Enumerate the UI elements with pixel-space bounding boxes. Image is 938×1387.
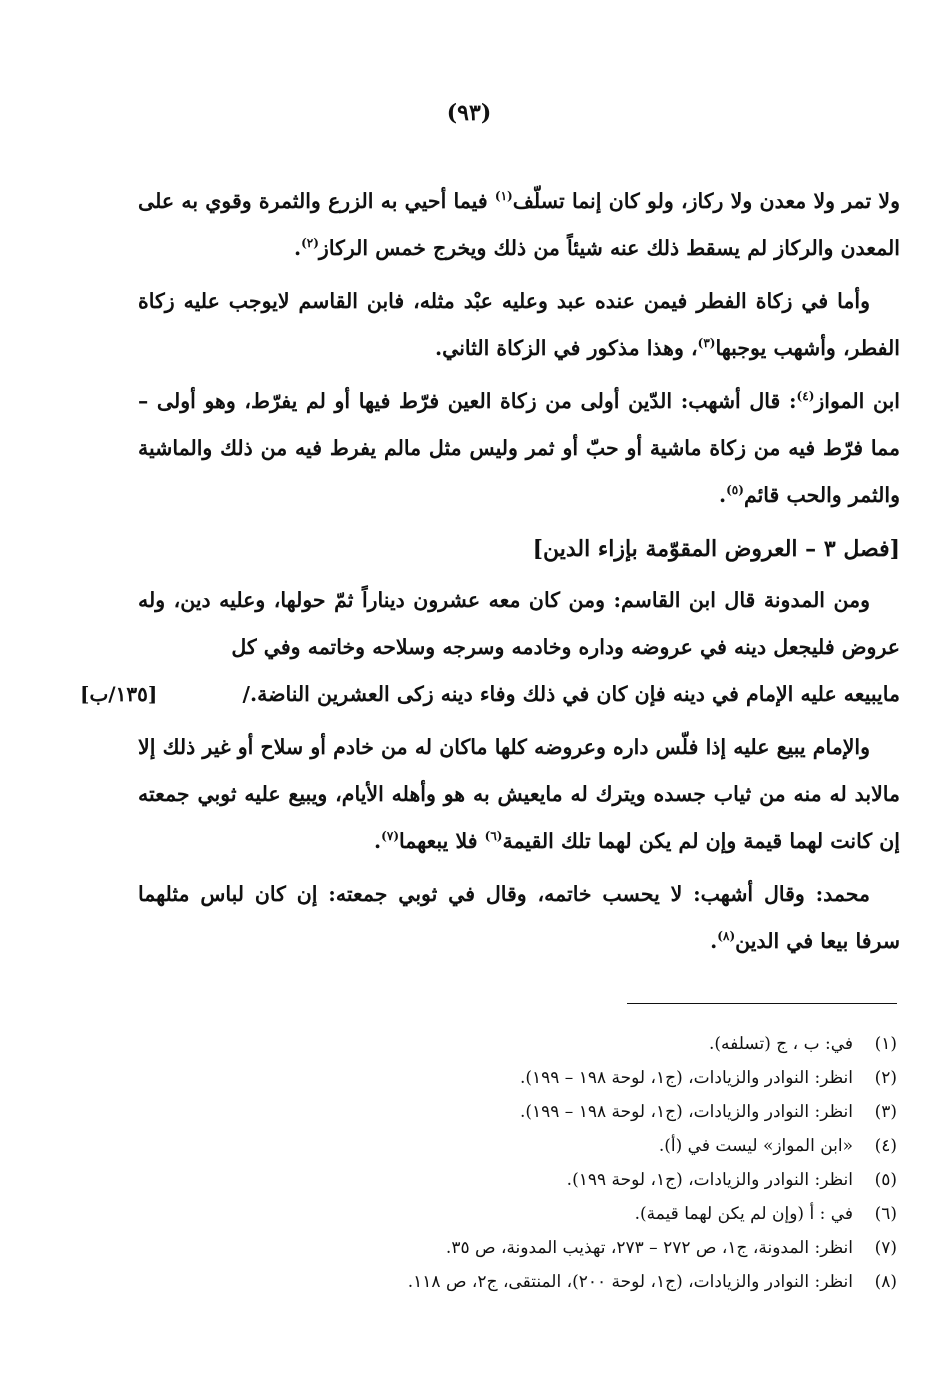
- footnote-text: في: ب ، ج (تسلفه).: [708, 1034, 853, 1054]
- footnote-ref: (٤): [796, 389, 815, 404]
- footnote-ref: (٥): [726, 483, 744, 498]
- footnote-item: [220, 1027, 897, 1061]
- footnote-text: انظر: النوادر والزيادات، (ج١، لوحة ١٩٨ – ١٩٩).: [519, 1068, 853, 1088]
- paragraph-text: ، وهذا مذكور في الزكاة الثاني.: [434, 336, 698, 360]
- footnote-number: (٥): [874, 1170, 897, 1190]
- footnote-number: (٣): [874, 1102, 897, 1122]
- paragraph-text: : قال أشهب: الدّين أولى من زكاة العين فرّط فيها أو لم يفرّط، وهو أولى – مما فرّط فيه من زكاة ماشية أو حبّ أو ثمر وليس مثل مالم يفرط فيه من ذلك والماشية والثمر والحب قائم: [138, 389, 900, 507]
- footnote-text: انظر: النوادر والزيادات، (ج١، لوحة ٢٠٠)، المنتقى، ج٢، ص ١١٨.: [407, 1272, 853, 1292]
- footnotes: [220, 1027, 897, 1299]
- footnote-ref: (١): [494, 189, 513, 204]
- paragraph-text: .: [293, 236, 302, 260]
- footnote-item: [220, 1061, 897, 1095]
- folio-marker: [١٣٥/ب]: [80, 682, 158, 706]
- paragraph-4: [138, 577, 900, 671]
- footnote-item: [220, 1231, 897, 1265]
- section-heading: [فصل ٣ – العروض المقوّمة بإزاء الدين]: [532, 536, 900, 562]
- footnote-number: (٢): [874, 1068, 897, 1088]
- paragraph-text: ابن المواز: [814, 389, 900, 413]
- footnote-ref: (٨): [717, 929, 736, 944]
- paragraph-text: .: [374, 829, 382, 853]
- paragraph-text: ولا تمر ولا معدن ولا ركاز، ولو كان إنما تسلّف: [512, 189, 900, 213]
- footnote-number: (٨): [874, 1272, 897, 1292]
- footnote-ref: (٢): [301, 236, 319, 251]
- footnote-text: انظر: النوادر والزيادات، (ج١، لوحة ١٩٨ – ١٩٩).: [519, 1102, 853, 1122]
- footnote-ref: (٦): [484, 829, 503, 844]
- footnote-item: [220, 1197, 897, 1231]
- paragraph-text: ومن المدونة قال ابن القاسم: ومن كان معه عشرون ديناراً ثمّ حولها، وعليه دين، وله عروض فليجعل دينه في عروضه وداره وخادمه وسرجه وسلاحه وخاتمه وفي كل: [138, 588, 900, 659]
- paragraph-6: [138, 871, 900, 965]
- paragraph-text: .: [718, 483, 727, 507]
- footnote-number: (٤): [874, 1136, 897, 1156]
- folio-line: [80, 671, 900, 718]
- footnote-item: [220, 1095, 897, 1129]
- paragraph-text: والإمام يبيع عليه إذا فلّس داره وعروضه كلها ماكان له من خادم أو سلاح أو غير ذلك إلا مالابد له منه من ثياب جسده ويترك له مايعيش به هو وأهله الأيام، ويبيع عليه ثوبي جمعته إن كانت لهما قيمة وإن لم يكن لهما تلك القيمة: [138, 735, 900, 853]
- paragraph-text: وأما في زكاة الفطر فيمن عنده عبد وعليه عبْد مثله، فابن القاسم لايوجب عليه زكاة الفطر، وأشهب يوجبها: [138, 289, 900, 360]
- footnote-number: (٧): [874, 1238, 897, 1258]
- paragraph-1: [138, 178, 900, 272]
- paragraph-text: فلا يبعهما: [399, 829, 485, 853]
- footnote-ref: (٧): [381, 829, 399, 844]
- page-number: (٩٣): [446, 100, 492, 126]
- footnote-text: «ابن المواز» ليست في (أ).: [658, 1136, 853, 1156]
- main-text: [80, 178, 900, 971]
- paragraph-text: فيما أحيي به الزرع والثمرة وقوي به على المعدن والركاز لم يسقط ذلك عنه شيئاً من ذلك ويخرج خمس الركاز: [138, 189, 900, 260]
- paragraph-2: [138, 278, 900, 372]
- footnote-text: في : أ (وإن لم يكن لهما قيمة).: [634, 1204, 853, 1224]
- footnote-number: (٦): [874, 1204, 897, 1224]
- footnote-item: [220, 1163, 897, 1197]
- footnote-divider: [627, 1003, 897, 1004]
- footnote-text: انظر: المدونة، ج١، ص ٢٧٢ – ٢٧٣، تهذيب المدونة، ص ٣٥.: [445, 1238, 853, 1258]
- paragraph-text: مايبيعه عليه الإمام في دينه فإن كان في ذلك وفاء دينه زكى العشرين الناضة./: [242, 682, 900, 706]
- footnote-text: انظر: النوادر والزيادات، (ج١، لوحة ١٩٩).: [566, 1170, 853, 1190]
- paragraph-5: [138, 724, 900, 865]
- footnote-ref: (٣): [697, 336, 716, 351]
- paragraph-text: محمد: وقال أشهب: لا يحسب خاتمه، وقال في ثوبي جمعته: إن كان لباس مثلهما سرفا بيعا في الدين: [138, 882, 900, 953]
- footnote-item: [220, 1265, 897, 1299]
- paragraph-3: [138, 378, 900, 519]
- footnote-item: [220, 1129, 897, 1163]
- footnote-number: (١): [874, 1034, 897, 1054]
- paragraph-text: .: [710, 929, 718, 953]
